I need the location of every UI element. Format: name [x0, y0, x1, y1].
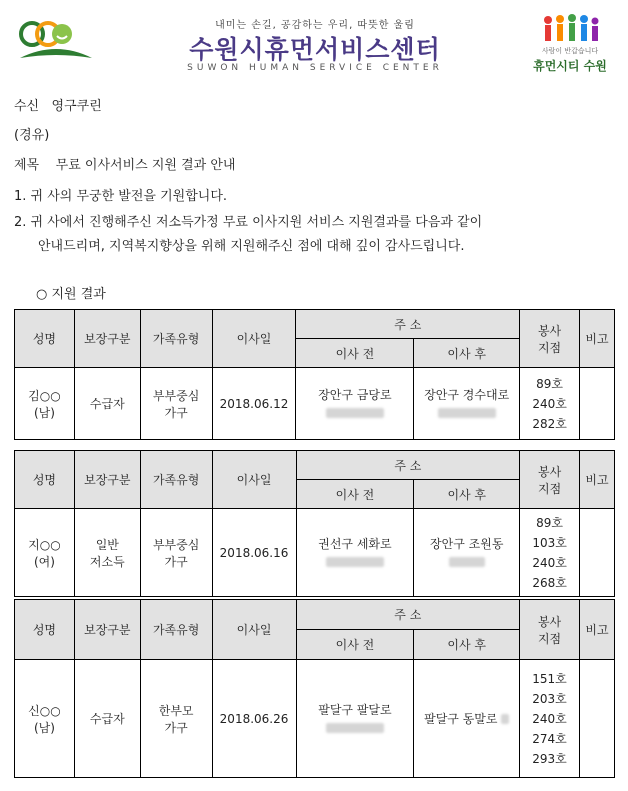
paragraph-1: 1. 귀 사의 무궁한 발전을 기원합니다. — [14, 189, 228, 204]
cell-date: 2018.06.12 — [212, 368, 296, 440]
header-date: 이사일 — [212, 600, 296, 660]
cell-before — [296, 368, 414, 440]
redacted-detail — [449, 557, 485, 567]
room-number: 268호 — [532, 575, 567, 590]
header-address: 주 소 — [296, 600, 520, 630]
person-gender: (남) — [33, 405, 55, 420]
paragraph-2-line-1: 2. 귀 사에서 진행해주신 저소득가정 무료 이사지원 서비스 지원결과를 다음과 같이 — [14, 215, 483, 230]
category-text: 수급자 — [89, 397, 125, 411]
family-text-2: 가구 — [164, 720, 188, 735]
header-name: 성명 — [15, 310, 75, 368]
table-row — [15, 660, 615, 778]
room-number: 282호 — [532, 416, 567, 431]
category-text-2: 저소득 — [89, 554, 125, 569]
person-gender: (여) — [33, 554, 55, 569]
header-before: 이사 전 — [296, 480, 414, 509]
cell-before — [296, 660, 414, 778]
cell-name — [15, 509, 75, 597]
header-note: 비고 — [580, 310, 615, 368]
before-address: 팔달구 팔달로 — [318, 702, 392, 717]
header-family: 가족유형 — [140, 310, 212, 368]
header-after: 이사 후 — [414, 480, 520, 509]
cell-category — [74, 509, 140, 597]
header-branch-l2: 지점 — [537, 631, 562, 646]
cell-before — [296, 509, 414, 597]
header-before: 이사 전 — [296, 339, 414, 368]
cell-after — [414, 660, 520, 778]
slogan: 내미는 손길, 공감하는 우리, 따뜻한 울림 — [215, 20, 415, 31]
room-number: 203호 — [532, 691, 567, 706]
header-branch — [520, 600, 580, 660]
person-name: 지○○ — [28, 537, 61, 552]
cell-name — [15, 368, 75, 440]
redacted-detail — [326, 557, 384, 567]
redacted-detail — [438, 408, 496, 418]
after-address: 팔달구 동말로 — [424, 711, 498, 726]
organization-name-english: SUWON HUMAN SERVICE CENTER — [187, 63, 443, 73]
family-text-1: 한부모 — [158, 703, 194, 718]
header-after: 이사 후 — [414, 339, 520, 368]
cell-category — [74, 660, 140, 778]
category-text: 수급자 — [89, 712, 125, 726]
header-branch-l2: 지점 — [537, 340, 562, 355]
header-branch — [520, 310, 580, 368]
organization-name: 수원시휴먼서비스센터 — [189, 35, 441, 64]
header-category: 보장구분 — [74, 451, 140, 509]
room-number: 274호 — [532, 731, 567, 746]
letterhead — [0, 0, 628, 90]
cell-after — [414, 368, 520, 440]
section-heading: ○ 지원 결과 — [36, 287, 106, 302]
table-row — [15, 509, 615, 597]
person-name: 신○○ — [28, 703, 61, 718]
room-number: 89호 — [536, 376, 563, 391]
subject-line — [14, 154, 235, 173]
cell-rooms — [520, 509, 580, 597]
room-number: 293호 — [532, 751, 567, 766]
header-category: 보장구분 — [74, 310, 140, 368]
logo-city-name: 휴먼시티 수원 — [533, 59, 607, 73]
subject-label: 제목 — [14, 158, 40, 173]
cell-name — [15, 660, 75, 778]
header-name: 성명 — [15, 451, 75, 509]
header-address: 주 소 — [296, 451, 520, 480]
table-row — [15, 368, 615, 440]
header-date: 이사일 — [212, 310, 296, 368]
cell-rooms — [520, 368, 580, 440]
header-branch-l1: 봉사 — [537, 323, 562, 338]
cell-rooms — [520, 660, 580, 778]
room-number: 89호 — [536, 515, 564, 530]
family-text-2: 가구 — [164, 554, 188, 569]
room-number: 240호 — [532, 396, 567, 411]
category-text-1: 일반 — [95, 537, 119, 552]
cell-family — [140, 509, 212, 597]
header-note: 비고 — [580, 451, 615, 509]
recipient-label: 수신 — [14, 99, 40, 114]
paragraph-2-line-2: 안내드리며, 지역복지향상을 위해 지원해주신 점에 대해 깊이 감사드립니다. — [38, 239, 465, 254]
header-date: 이사일 — [212, 451, 296, 509]
before-address: 장안구 금당로 — [318, 387, 392, 402]
human-city-suwon-logo — [520, 14, 620, 80]
cell-note — [579, 660, 614, 778]
header-branch — [520, 451, 580, 509]
recipient-name: 영구쿠린 — [51, 99, 102, 114]
before-address: 권선구 세화로 — [318, 536, 392, 551]
cell-category — [74, 368, 140, 440]
result-table-2 — [14, 450, 615, 597]
person-gender: (남) — [33, 720, 55, 735]
header-family: 가족유형 — [140, 451, 212, 509]
header-branch-l2: 지점 — [537, 481, 562, 496]
redacted-detail — [326, 408, 384, 418]
cell-date: 2018.06.26 — [212, 660, 296, 778]
header-before: 이사 전 — [296, 630, 414, 660]
result-table-3 — [14, 599, 615, 778]
cell-note — [580, 368, 615, 440]
recipient-line — [14, 95, 102, 114]
cell-family — [140, 660, 212, 778]
cell-note — [580, 509, 615, 597]
cell-after — [414, 509, 520, 597]
family-text-2: 가구 — [164, 405, 188, 420]
via-line: (경유) — [14, 128, 50, 143]
header-branch-l1: 봉사 — [537, 464, 562, 479]
cell-date: 2018.06.16 — [212, 509, 296, 597]
person-name: 김○○ — [28, 388, 61, 403]
cell-family — [140, 368, 212, 440]
subject-text: 무료 이사서비스 지원 결과 안내 — [55, 158, 236, 173]
after-address: 장안구 조원동 — [430, 536, 504, 551]
header-name: 성명 — [15, 600, 75, 660]
family-text-1: 부부중심 — [152, 388, 200, 403]
human-service-center-logo — [16, 18, 96, 70]
room-number: 240호 — [532, 555, 567, 570]
after-address: 장안구 경수대로 — [424, 387, 510, 402]
header-family: 가족유형 — [140, 600, 212, 660]
redacted-detail — [501, 714, 509, 724]
people-figures-icon — [520, 14, 620, 44]
logo-tagline: 사람이 반갑습니다 — [541, 47, 599, 55]
header-address: 주 소 — [296, 310, 520, 339]
family-text-1: 부부중심 — [152, 537, 200, 552]
result-table-1 — [14, 309, 615, 440]
room-number: 103호 — [532, 535, 567, 550]
header-after: 이사 후 — [414, 630, 520, 660]
room-number: 240호 — [532, 711, 567, 726]
header-branch-l1: 봉사 — [537, 614, 562, 629]
header-note: 비고 — [579, 600, 614, 660]
redacted-detail — [326, 723, 384, 733]
room-number: 151호 — [532, 671, 567, 686]
header-category: 보장구분 — [74, 600, 140, 660]
